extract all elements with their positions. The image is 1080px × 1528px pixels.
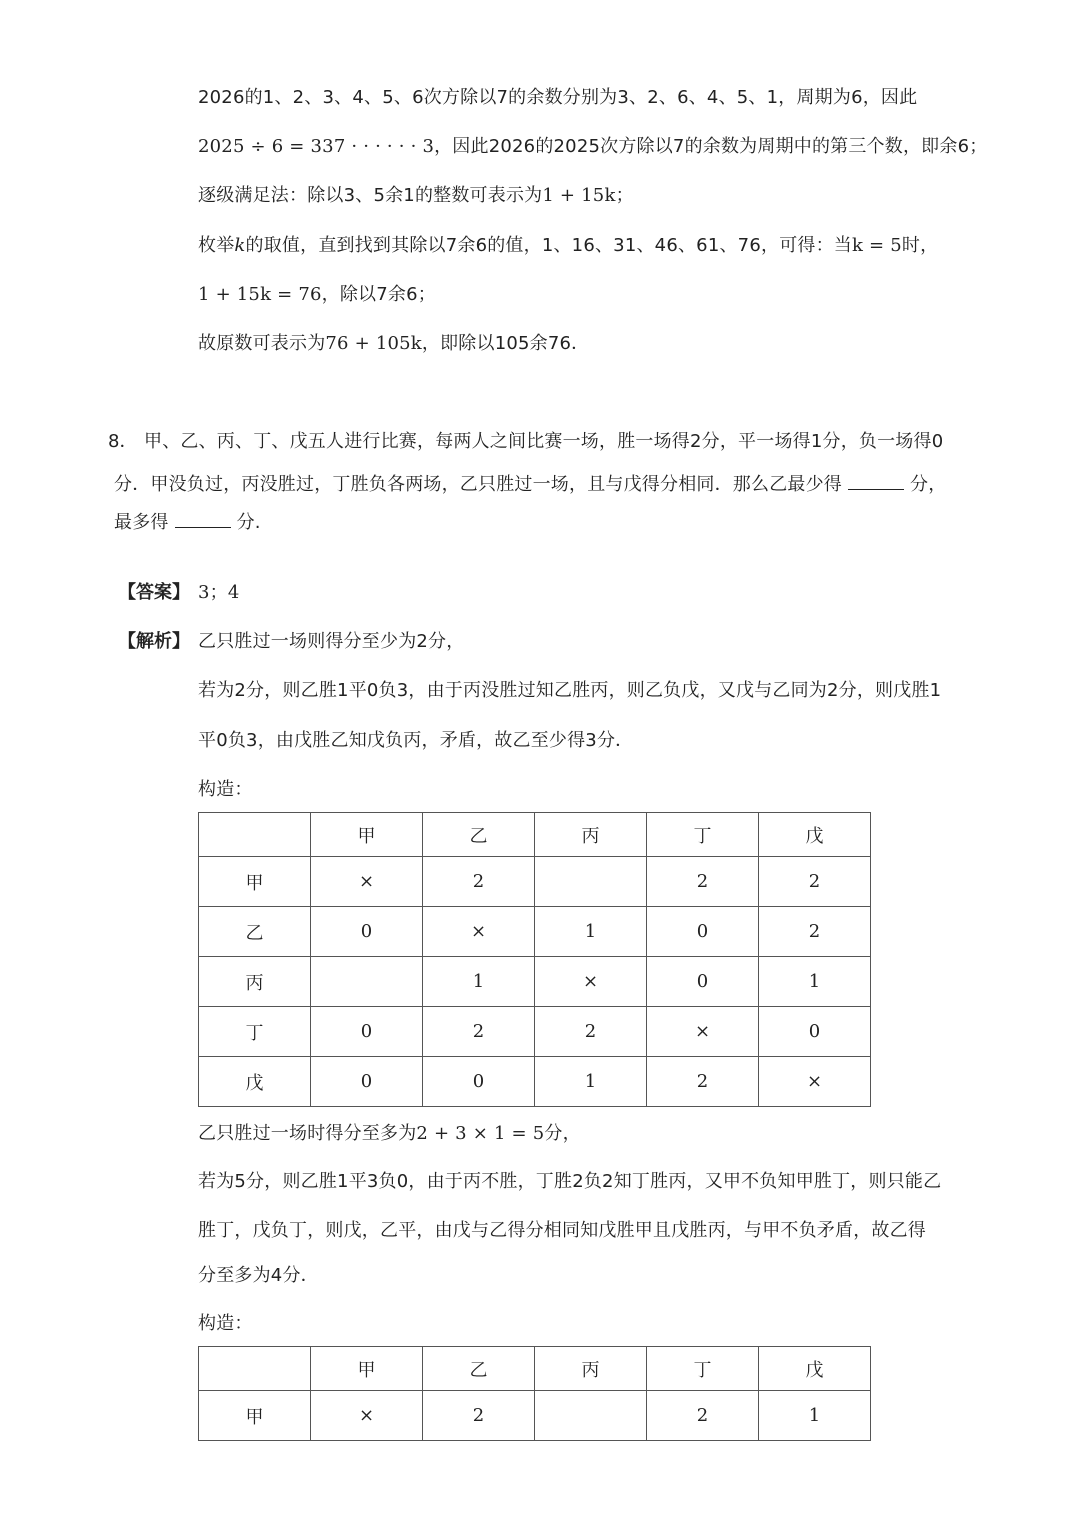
row-header-cell: 戊 [199,1057,311,1107]
construct-label-1: 构造： [198,779,253,800]
math-expression: 2025 ÷ 6 = 337 · · · · · · 3 [198,136,435,157]
table-row [199,1057,871,1107]
header-cell: 丁 [647,1347,759,1391]
analysis-line-7: 分至多为4分． [198,1265,319,1286]
header-cell: 甲 [311,813,423,857]
solution-line-1: 2026的1、2、3、4、5、6次方除以7的余数分别为3、2、6、4、5、1，周期为6，因此 [198,87,918,108]
row-header-cell: 丙 [199,957,311,1007]
analysis-line-1: 乙只胜过一场则得分至少为2分， [198,631,465,652]
text-span: 分， [910,474,947,495]
table-row [199,1007,871,1057]
table-cell: 0 [759,1007,871,1057]
table-header-row [199,813,871,857]
table-cell: 2 [423,1007,535,1057]
table-cell: 0 [311,1057,423,1107]
text-span: 最多得 [114,512,169,533]
table-cell: 2 [535,1007,647,1057]
table-cell: 0 [423,1057,535,1107]
table-cell: 0 [647,957,759,1007]
text-span: 故原数可表示为 [198,333,326,354]
math-expression: 1 + 15k [542,185,616,206]
table-cell: × [423,907,535,957]
text-span: ，除以7余6； [321,284,436,305]
table-cell: 0 [311,1007,423,1057]
header-cell: 乙 [423,1347,535,1391]
text-span: 分， [544,1123,581,1144]
text-span: 时， [901,235,939,256]
answer-blank [848,471,904,490]
header-cell: 丁 [647,813,759,857]
analysis-line-5: 若为5分，则乙胜1平3负0，由于丙不胜，丁胜2负2知丁胜丙，又甲不负知甲胜丁，则只能乙 [198,1171,942,1192]
table-cell: 0 [311,907,423,957]
solution-line-6 [198,331,589,357]
math-variable: k [234,235,246,256]
answer-blank [175,509,231,528]
row-header-cell: 甲 [199,1391,311,1441]
table-cell: 1 [535,1057,647,1107]
construct-label-2: 构造： [198,1313,253,1334]
text-span: ，即除以105余76． [421,333,590,354]
row-header-cell: 丁 [199,1007,311,1057]
table-row [199,957,871,1007]
row-header-cell: 乙 [199,907,311,957]
header-cell: 丙 [535,1347,647,1391]
construction-table-1 [198,812,871,1107]
question-line-2 [114,471,946,498]
text-span: 枚举 [198,235,235,256]
header-cell: 戊 [759,1347,871,1391]
table-cell: 2 [647,1057,759,1107]
text-span: 的取值，直到找到其除以7余6的值，1、16、31、46、61、76，可得：当 [245,235,852,256]
math-expression: 1 + 15k = 76 [198,284,322,305]
analysis-line-6: 胜丁，戊负丁，则戊，乙平，由戊与乙得分相同知戊胜甲且戊胜丙，与甲不负矛盾，故乙得 [198,1220,926,1241]
solution-line-2 [198,134,987,160]
text-span: ，因此2026的2025次方除以7的余数为周期中的第三个数，即余6； [434,136,988,157]
analysis-label: 【解析】 [118,631,190,652]
table-cell: × [535,957,647,1007]
table-cell: 2 [423,1391,535,1441]
header-cell: 甲 [311,1347,423,1391]
table-cell: 2 [759,857,871,907]
table-cell: × [759,1057,871,1107]
text-span: 分. [236,512,261,533]
solution-line-5 [198,282,436,308]
table-cell: 2 [423,857,535,907]
table-cell: × [647,1007,759,1057]
analysis-line-3: 平0负3，由戊胜乙知戊负丙，矛盾，故乙至少得3分． [198,730,634,751]
table-cell: 0 [647,907,759,957]
solution-line-3 [198,183,634,209]
table-cell: 1 [759,1391,871,1441]
table-cell: 1 [535,907,647,957]
table-header-row [199,1347,871,1391]
text-span: 分．甲没负过，丙没胜过，丁胜负各两场，乙只胜过一场，且与戊得分相同．那么乙最少得 [114,474,842,495]
table-cell: × [311,1391,423,1441]
question-number: 8． [108,431,138,452]
question-line-1: 甲、乙、丙、丁、戊五人进行比赛，每两人之间比赛一场，胜一场得2分，平一场得1分，负一场得0 [144,431,944,452]
text-span: 逐级满足法：除以3、5余1的整数可表示为 [198,185,543,206]
header-cell [199,1347,311,1391]
table-cell: 2 [647,1391,759,1441]
table-cell: 2 [647,857,759,907]
math-expression: 76 + 105k [325,333,422,354]
header-cell: 戊 [759,813,871,857]
table-row [199,907,871,957]
solution-line-4 [198,233,938,259]
row-header-cell: 甲 [199,857,311,907]
construction-table-2 [198,1346,871,1441]
text-span: 乙只胜过一场时得分至多为 [198,1123,417,1144]
table-row [199,857,871,907]
table-cell: 1 [423,957,535,1007]
table-row [199,1391,871,1441]
table-cell [535,857,647,907]
answer-value: 3；4 [198,582,240,603]
header-cell [199,813,311,857]
text-span: ； [615,185,634,206]
table-cell: 1 [759,957,871,1007]
header-cell: 乙 [423,813,535,857]
math-expression: k = 5 [852,235,902,256]
table-cell: 2 [759,907,871,957]
question-line-3 [114,509,261,536]
analysis-line-2: 若为2分，则乙胜1平0负3，由于丙没胜过知乙胜丙，则乙负戊，又戊与乙同为2分，则戊胜1 [198,680,942,701]
math-expression: 2 + 3 × 1 = 5 [416,1123,545,1144]
header-cell: 丙 [535,813,647,857]
analysis-line-4 [198,1121,581,1147]
table-cell: × [311,857,423,907]
table-cell [535,1391,647,1441]
table-cell [311,957,423,1007]
answer-label: 【答案】 [118,582,190,603]
